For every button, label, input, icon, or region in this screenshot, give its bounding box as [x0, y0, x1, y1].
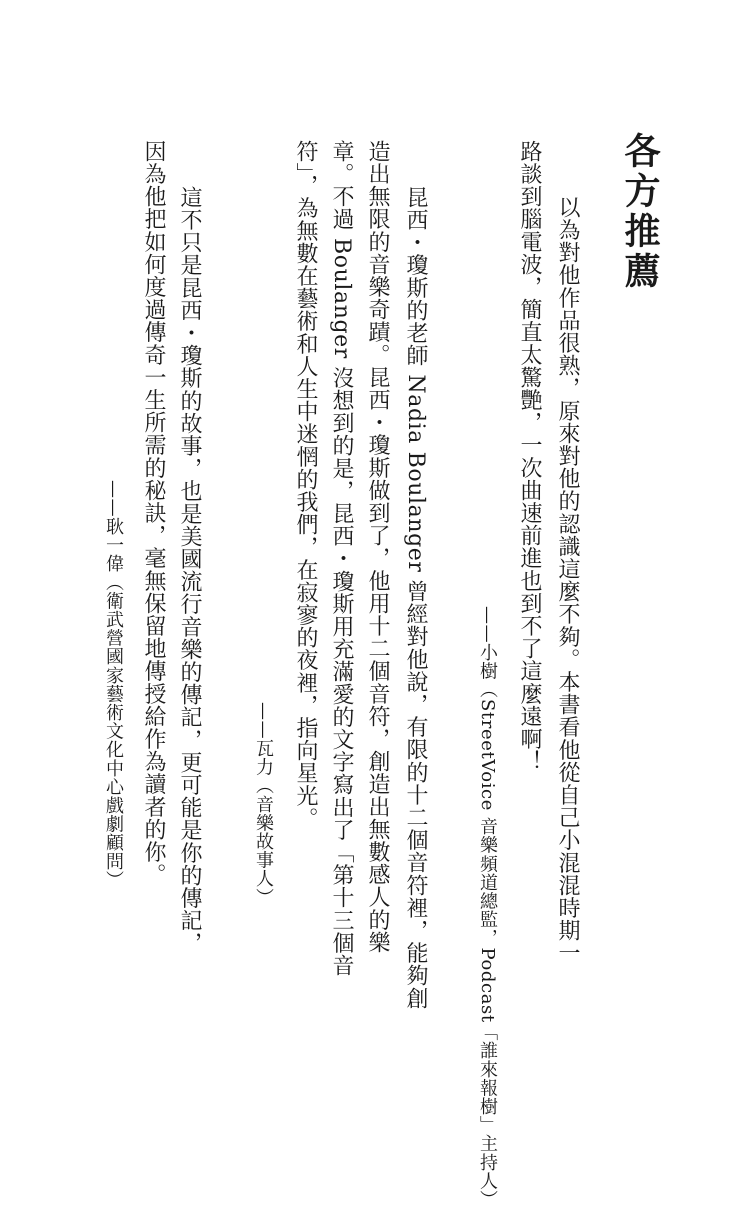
- endorsement-1-line-2: 路談到腦電波，簡直太驚艷，一次曲速前進也到不了這麼遠啊！: [517, 140, 542, 773]
- endorsement-3-attribution: ——耿一偉（衛武營國家藝術文化中心戲劇顧問）: [103, 480, 124, 890]
- endorsement-3-line-1: 這不只是昆西・瓊斯的故事，也是美國流行音樂的傳記，更可能是你的傳記，: [177, 186, 202, 955]
- endorsement-2-attribution: ——瓦力（音樂故事人）: [253, 702, 274, 907]
- endorsement-3-line-2: 因為他把如何度過傳奇一生所需的秘訣，毫無保留地傳授給作為讀者的你。: [141, 140, 166, 886]
- endorsement-1-line-1: 以為對他作品很熟，原來對他的認識這麼不夠。本書看他從自己小混混時期一: [555, 196, 580, 965]
- endorsement-2-line-1: 昆西・瓊斯的老師 Nadia Boulanger 曾經對他說，有限的十二個音符裡，能夠創: [403, 186, 428, 1010]
- endorsement-2-line-2: 造出無限的音樂奇蹟。昆西・瓊斯做到了，他用十二個音符，創造出無數感人的樂: [365, 140, 390, 954]
- endorsement-2-line-3: 章。不過 Boulanger 沒想到的是，昆西・瓊斯用充滿愛的文字寫出了「第十三個音: [329, 140, 354, 977]
- section-title: 各方推薦: [619, 132, 661, 292]
- endorsement-1-attribution: ——小樹（StreetVoice 音樂頻道總監，Podcast「誰來報樹」主持人）: [477, 606, 498, 1209]
- endorsement-2-line-4: 符」，為無數在藝術和人生中迷惘的我們，在寂寥的夜裡，指向星光。: [293, 140, 318, 830]
